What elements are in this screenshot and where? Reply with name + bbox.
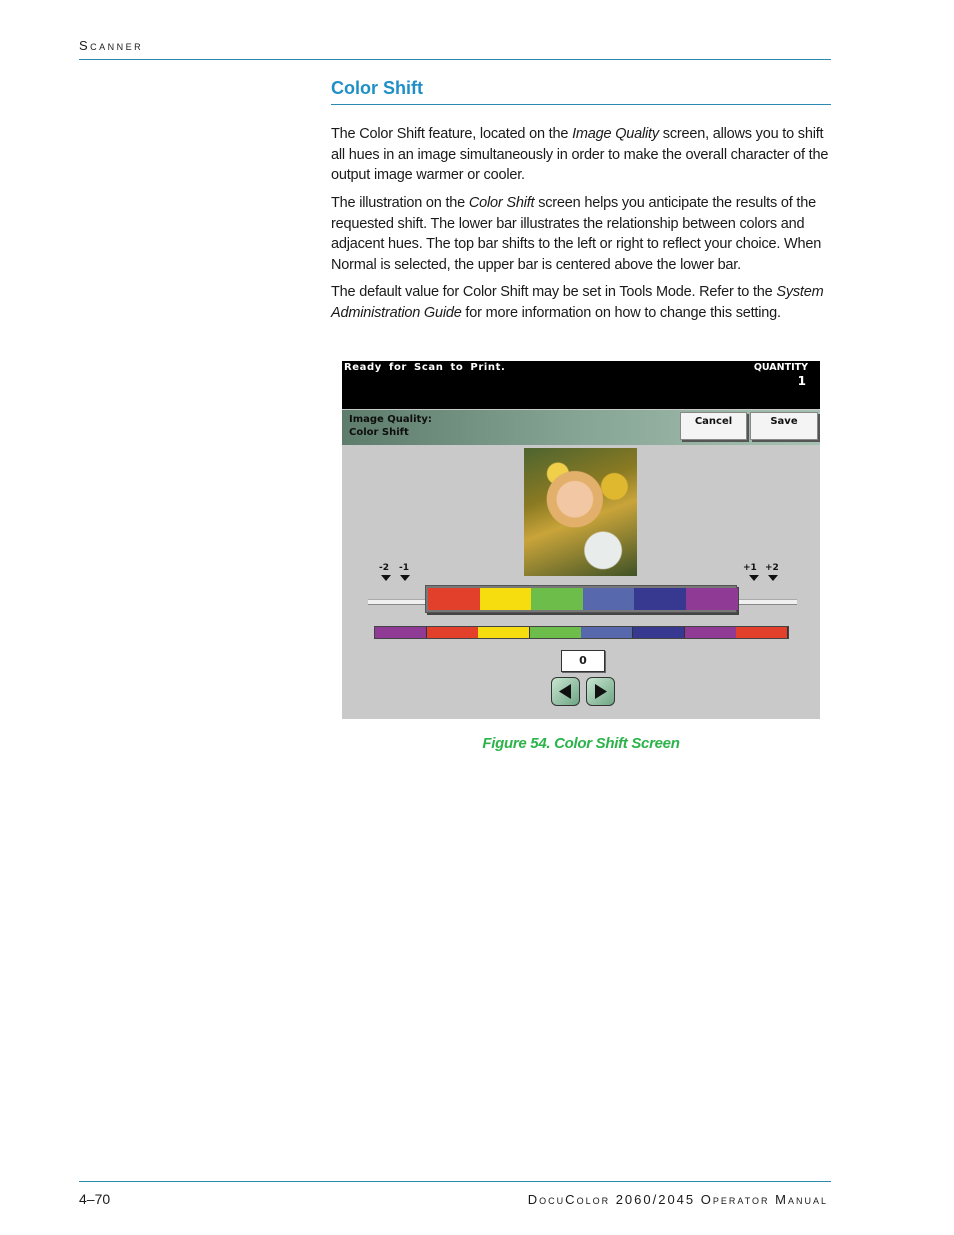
quantity-label: QUANTITY: [753, 362, 808, 373]
marker-plus-2: +2: [765, 563, 779, 573]
upper-hue-swatch: [583, 588, 635, 610]
emphasis: Image Quality: [572, 126, 659, 142]
upper-hue-swatch: [686, 588, 738, 610]
lower-hue-swatch: [478, 627, 530, 638]
lower-hue-swatch: [427, 627, 479, 638]
text-run: screen helps you anticipate the results of the requested shift. The lower bar illustrates the relationship between colors and adjacent hues. The top bar shifts to the left or right to reflect your choice. When Normal is selected, the upper bar is centered above the lower bar.: [331, 195, 822, 273]
quantity-value: 1: [797, 374, 806, 388]
text-run: The default value for Color Shift may be set in Tools Mode. Refer to the: [331, 284, 777, 300]
status-bar: [342, 361, 820, 409]
save-button[interactable]: Save: [750, 412, 818, 440]
text-run: The illustration on the: [331, 195, 469, 211]
upper-hue-swatch: [428, 588, 480, 610]
triangle-down-icon: [749, 575, 759, 581]
text-run: for more information on how to change this setting.: [461, 304, 781, 321]
emphasis: System Administration Guide: [331, 284, 824, 321]
paragraph-illustration: [331, 193, 831, 275]
lower-hue-swatch: [685, 627, 737, 638]
marker-minus-2: -2: [379, 563, 389, 573]
screen-title-line1: Image Quality:: [349, 414, 432, 425]
color-shift-screen: [342, 361, 820, 719]
marker-plus-1: +1: [743, 563, 757, 573]
lower-hue-swatch: [375, 627, 427, 638]
triangle-down-icon: [381, 575, 391, 581]
lower-hue-swatch: [581, 627, 633, 638]
page-number: 4–70: [79, 1191, 111, 1207]
upper-hue-swatch: [480, 588, 532, 610]
paragraph-intro: [331, 124, 831, 186]
screen-title-bar: [342, 410, 820, 445]
lower-hue-swatch: [530, 627, 582, 638]
triangle-down-icon: [768, 575, 778, 581]
section-title: Color Shift: [331, 78, 423, 98]
running-header: Scanner: [79, 38, 144, 53]
manual-title: DocuColor 2060/2045 Operator Manual: [527, 1192, 828, 1207]
footer-rule: [79, 1181, 831, 1182]
arrow-right-icon: [592, 683, 609, 700]
status-message: Ready for Scan to Print.: [344, 362, 506, 373]
arrow-left-icon: [557, 683, 574, 700]
upper-hue-swatch: [531, 588, 583, 610]
shift-left-button[interactable]: [551, 677, 580, 706]
text-run: The Color Shift feature, located on the: [331, 126, 573, 142]
screen-title-line2: Color Shift: [349, 427, 409, 438]
shift-right-button[interactable]: [586, 677, 615, 706]
cancel-button[interactable]: Cancel: [680, 412, 747, 440]
lower-hue-swatch: [736, 627, 788, 638]
triangle-down-icon: [400, 575, 410, 581]
text-run: screen, allows you to shift all hues in an image simultaneously in order to make the overall character of the output image warmer or cooler.: [331, 126, 829, 183]
paragraph-default: [331, 282, 831, 323]
lower-hue-swatch: [633, 627, 685, 638]
title-rule: [331, 104, 831, 105]
header-rule: [79, 59, 831, 60]
shift-value-display: 0: [561, 650, 605, 672]
marker-minus-1: -1: [399, 563, 409, 573]
sample-photo: [524, 448, 637, 576]
upper-hue-swatch: [634, 588, 686, 610]
upper-hue-bar[interactable]: [425, 585, 737, 613]
figure-caption: Figure 54. Color Shift Screen: [482, 735, 680, 752]
lower-hue-bar: [374, 626, 789, 639]
emphasis: Color Shift: [468, 195, 535, 211]
